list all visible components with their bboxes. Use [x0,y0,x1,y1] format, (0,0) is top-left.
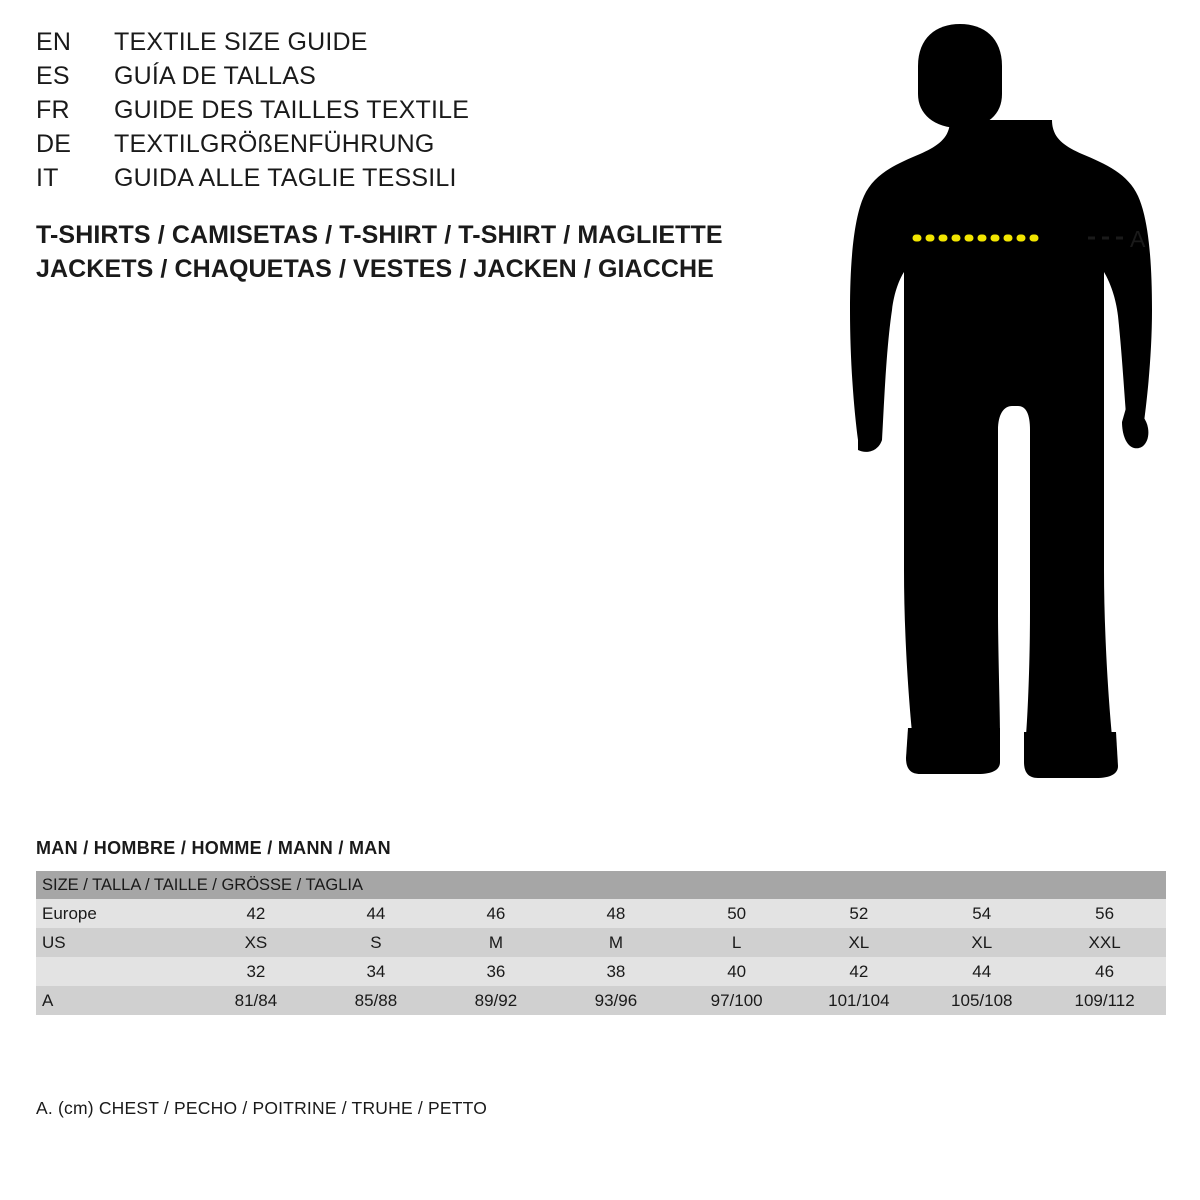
cell-a-3: 89/92 [436,986,556,1015]
cell-numeric-6: 42 [797,957,920,986]
language-list [36,28,736,198]
language-text-fr: GUIDE DES TAILLES TEXTILE [114,96,470,124]
table-footnote: A. (cm) CHEST / PECHO / POITRINE / TRUHE / PETTO [36,1098,488,1118]
size-table-section [36,838,1166,1015]
cell-numeric-4: 38 [556,957,676,986]
language-text-en: TEXTILE SIZE GUIDE [114,28,368,56]
language-code-de: DE [36,130,72,158]
cell-us-4: M [556,928,676,957]
cell-europe-4: 48 [556,899,676,928]
cell-a-2: 85/88 [316,986,436,1015]
cell-europe-2: 44 [316,899,436,928]
cell-us-1: XS [196,928,316,957]
category-tshirts: T-SHIRTS / CAMISETAS / T-SHIRT / T-SHIRT / MAGLIETTE [36,221,723,249]
cell-europe-3: 46 [436,899,556,928]
cell-a-4: 93/96 [556,986,676,1015]
row-label-numeric [36,957,196,986]
language-code-it: IT [36,164,59,192]
cell-europe-5: 50 [676,899,797,928]
language-text-de: TEXTILGRÖßENFÜHRUNG [114,130,435,158]
cell-numeric-7: 44 [920,957,1043,986]
cell-us-3: M [436,928,556,957]
language-row-de [36,130,736,164]
cell-europe-7: 54 [920,899,1043,928]
cell-numeric-2: 34 [316,957,436,986]
table-row [36,928,1166,957]
cell-us-6: XL [797,928,920,957]
cell-a-5: 97/100 [676,986,797,1015]
category-jackets: JACKETS / CHAQUETAS / VESTES / JACKEN / GIACCHE [36,255,714,283]
cell-europe-8: 56 [1043,899,1166,928]
cell-numeric-8: 46 [1043,957,1166,986]
chest-measure-label: A [1130,226,1146,252]
cell-numeric-5: 40 [676,957,797,986]
table-row [36,899,1166,928]
language-code-fr: FR [36,96,70,124]
cell-europe-6: 52 [797,899,920,928]
cell-us-8: XXL [1043,928,1166,957]
cell-us-2: S [316,928,436,957]
row-label-us: US [36,928,196,957]
size-table-group-title: MAN / HOMBRE / HOMME / MANN / MAN [36,838,391,858]
cell-numeric-3: 36 [436,957,556,986]
body-figure [800,10,1200,800]
language-code-es: ES [36,62,70,90]
language-text-es: GUÍA DE TALLAS [114,62,316,90]
cell-us-5: L [676,928,797,957]
cell-numeric-1: 32 [196,957,316,986]
language-row-en [36,28,736,62]
table-row [36,957,1166,986]
table-header-label: SIZE / TALLA / TAILLE / GRÖSSE / TAGLIA [36,871,1166,899]
cell-us-7: XL [920,928,1043,957]
cell-a-6: 101/104 [797,986,920,1015]
category-list [36,218,796,286]
language-row-es [36,62,736,96]
table-row [36,986,1166,1015]
language-text-it: GUIDA ALLE TAGLIE TESSILI [114,164,457,192]
row-label-europe: Europe [36,899,196,928]
language-code-en: EN [36,28,72,56]
language-row-fr [36,96,736,130]
cell-a-1: 81/84 [196,986,316,1015]
table-header-row [36,871,1166,899]
male-silhouette-icon [850,24,1152,778]
cell-europe-1: 42 [196,899,316,928]
row-label-a: A [36,986,196,1015]
cell-a-7: 105/108 [920,986,1043,1015]
size-table [36,871,1166,1015]
language-row-it [36,164,736,198]
cell-a-8: 109/112 [1043,986,1166,1015]
